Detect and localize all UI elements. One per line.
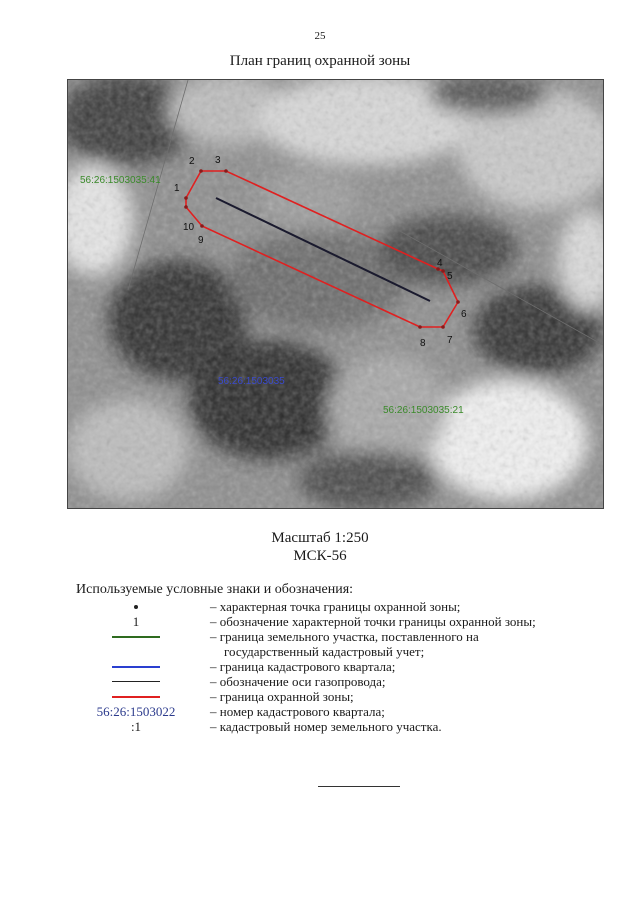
legend-row [76,614,616,629]
legend-symbol [76,614,196,629]
legend-row [76,644,616,659]
legend-row [76,659,616,674]
point-label-6: 6 [461,309,467,320]
legend-desc: – характерная точка границы охранной зоны; [210,599,461,614]
boundary-point [456,300,460,304]
legend-symbol [76,599,196,614]
parcel-number-sample: :1 [130,719,142,734]
pipeline-axis-line-icon [112,681,160,682]
legend-row [76,674,616,689]
footer-divider [318,786,400,787]
legend-desc: – граница земельного участка, поставленного на [210,629,479,644]
parcel-label-right: 56:26:1503035:21 [383,405,464,416]
parcel-label-left: 56:26:1503035:41 [80,175,161,186]
legend-row [76,719,616,734]
legend-symbol [76,719,196,734]
legend-row [76,629,616,644]
coordinate-system: МСК-56 [293,548,347,564]
legend-desc: – обозначение характерной точки границы охранной зоны; [210,614,536,629]
quarter-boundary-line-icon [112,666,160,668]
legend [76,599,616,734]
legend-symbol [76,689,196,704]
scale-text: Масштаб 1:250 [271,530,369,546]
quarter-number-sample: 56:26:1503022 [96,704,176,719]
legend-desc: – граница кадастрового квартала; [210,659,396,674]
point-label-5: 5 [447,271,453,282]
legend-symbol [76,674,196,689]
point-dot-icon [134,605,138,609]
point-label-2: 2 [189,156,195,167]
boundary-point [184,205,188,209]
legend-desc: государственный кадастровый учет; [224,644,425,659]
page-number: 25 [314,30,326,42]
legend-symbol [76,659,196,674]
quarter-label: 56:26:1503035 [218,376,285,387]
legend-title: Используемые условные знаки и обозначения: [76,582,354,597]
boundary-point [184,196,188,200]
scale-block [0,529,640,565]
boundary-point [441,325,445,329]
legend-desc: – номер кадастрового квартала; [210,704,385,719]
map-frame [67,79,604,509]
boundary-point [441,269,445,273]
point-label-8: 8 [420,338,426,349]
point-label-3: 3 [215,155,221,166]
zone-boundary-line-icon [112,696,160,698]
legend-desc: – граница охранной зоны; [210,689,354,704]
point-label-4: 4 [437,258,443,269]
boundary-point [224,169,228,173]
legend-row [76,599,616,614]
aerial-map [68,80,603,508]
legend-symbol [76,644,196,659]
boundary-point [200,224,204,228]
point-number-sample: 1 [132,614,140,629]
legend-symbol [76,704,196,719]
parcel-boundary-line-icon [112,636,160,638]
legend-desc: – обозначение оси газопровода; [210,674,386,689]
plan-title: План границ охранной зоны [229,53,411,69]
legend-desc: – кадастровый номер земельного участка. [210,719,442,734]
boundary-point [418,325,422,329]
boundary-point [199,169,203,173]
point-label-7: 7 [447,335,453,346]
legend-row [76,689,616,704]
point-label-1: 1 [174,183,180,194]
legend-symbol [76,629,196,644]
legend-row [76,704,616,719]
point-label-10: 10 [183,222,195,233]
point-label-9: 9 [198,235,204,246]
